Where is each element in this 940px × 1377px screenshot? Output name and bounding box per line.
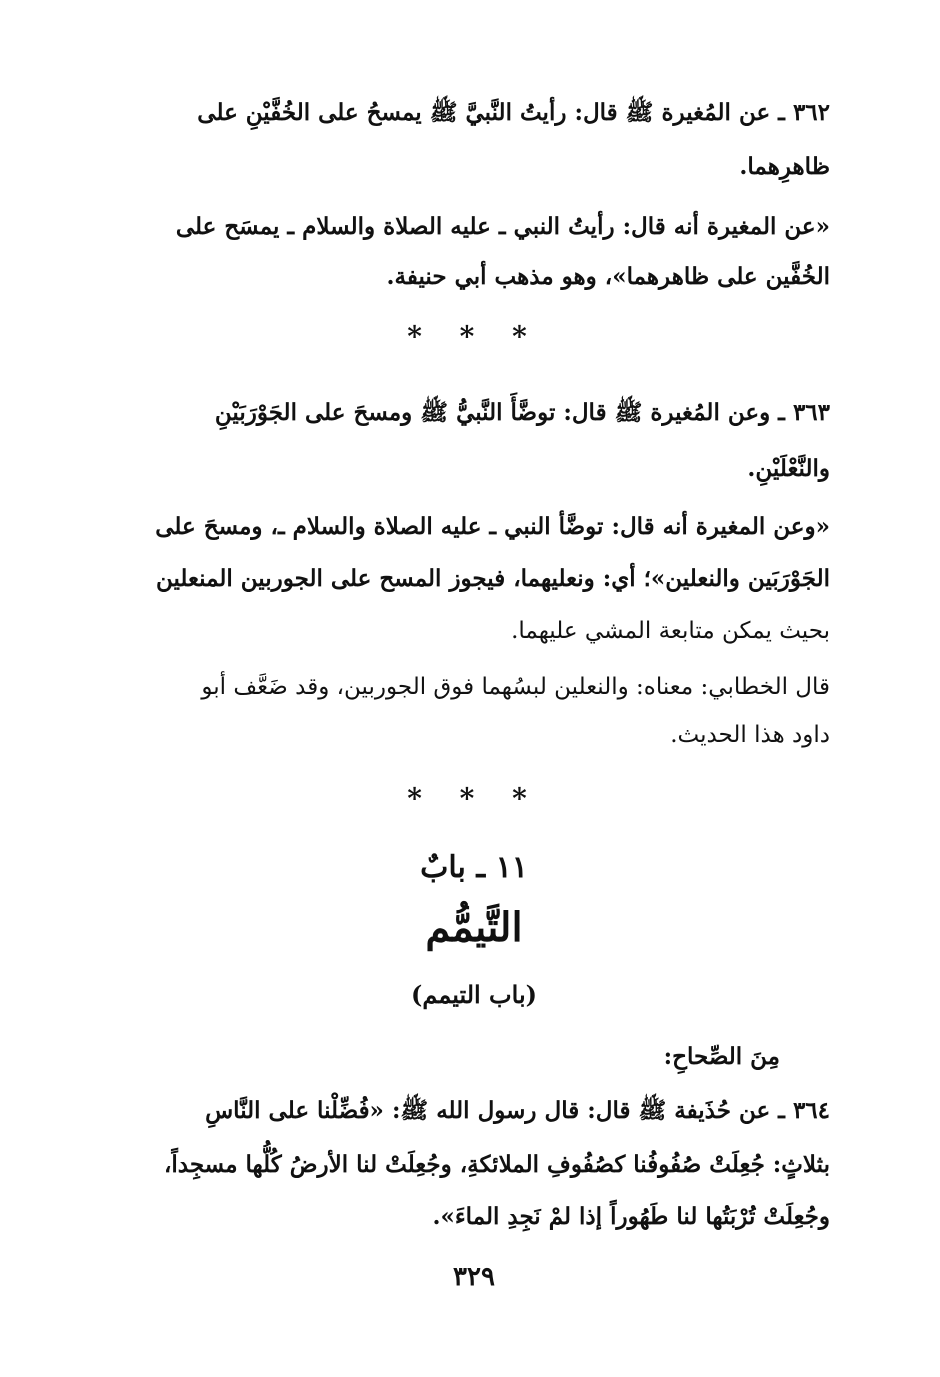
section-label: مِنَ الصِّحاحِ: bbox=[663, 1043, 780, 1070]
khattabi-note-line-2: داود هذا الحديث. bbox=[670, 722, 830, 748]
section-separator-2: * * * bbox=[407, 782, 541, 815]
khattabi-note-line-1: قال الخطابي: معناه: والنعلين لبسُهما فوق الجوربين، وقد ضَعَّف أبو bbox=[201, 674, 830, 700]
chapter-subtitle: (باب التيمم) bbox=[411, 980, 537, 1009]
hadith-364-line-1: ٣٦٤ ـ عن حُذَيفة ﷺ قال: قال رسول الله ﷺ: «فُضِّلْنا على النَّاسِ bbox=[205, 1097, 830, 1124]
hadith-362-line-1: ٣٦٢ ـ عن المُغيرة ﷺ قال: رأيتُ النَّبيَّ ﷺ يمسحُ على الخُفَّيْنِ على bbox=[197, 99, 830, 126]
hadith-363-line-1: ٣٦٣ ـ وعن المُغيرة ﷺ قال: توضَّأَ النَّبيُّ ﷺ ومسحَ على الجَوْرَبَيْنِ bbox=[214, 399, 830, 426]
hadith-362-line-2: ظاهرِهما. bbox=[739, 153, 830, 180]
hadith-364-line-2: بثلاثٍ: جُعِلَتْ صُفُوفُنا كصُفُوفِ الملائكةِ، وجُعِلَتْ لنا الأرضُ كُلُّها مسجِداً، bbox=[163, 1151, 830, 1178]
commentary-362-line-1: «عن المغيرة أنه قال: رأيتُ النبي ـ عليه الصلاة والسلام ـ يمسَح على bbox=[175, 213, 830, 240]
commentary-362-line-2: الخُفَّين على ظاهرهما»، وهو مذهب أبي حنيفة. bbox=[386, 263, 830, 290]
hadith-363-line-2: والنَّعْلَيْنِ. bbox=[747, 455, 830, 482]
page-number: ٣٢٩ bbox=[453, 1262, 495, 1292]
commentary-363-line-3: بحيث يمكن متابعة المشي عليهما. bbox=[511, 618, 830, 644]
commentary-363-line-2: الجَوْرَبَين والنعلين»؛ أي: ونعليهما، فيجوز المسح على الجوربين المنعلين bbox=[155, 565, 830, 592]
chapter-number: ١١ ـ بابٌ bbox=[420, 850, 528, 885]
chapter-title: التَّيمُّم bbox=[425, 904, 523, 951]
section-separator: * * * bbox=[407, 320, 541, 353]
hadith-364-line-3: وجُعِلَتْ تُرْبَتُها لنا طَهُوراً إذا لمْ نَجِدِ الماءَ». bbox=[432, 1203, 830, 1230]
commentary-363-line-1: «وعن المغيرة أنه قال: توضَّأ النبي ـ عليه الصلاة والسلام ـ، ومسحَ على bbox=[155, 513, 830, 540]
